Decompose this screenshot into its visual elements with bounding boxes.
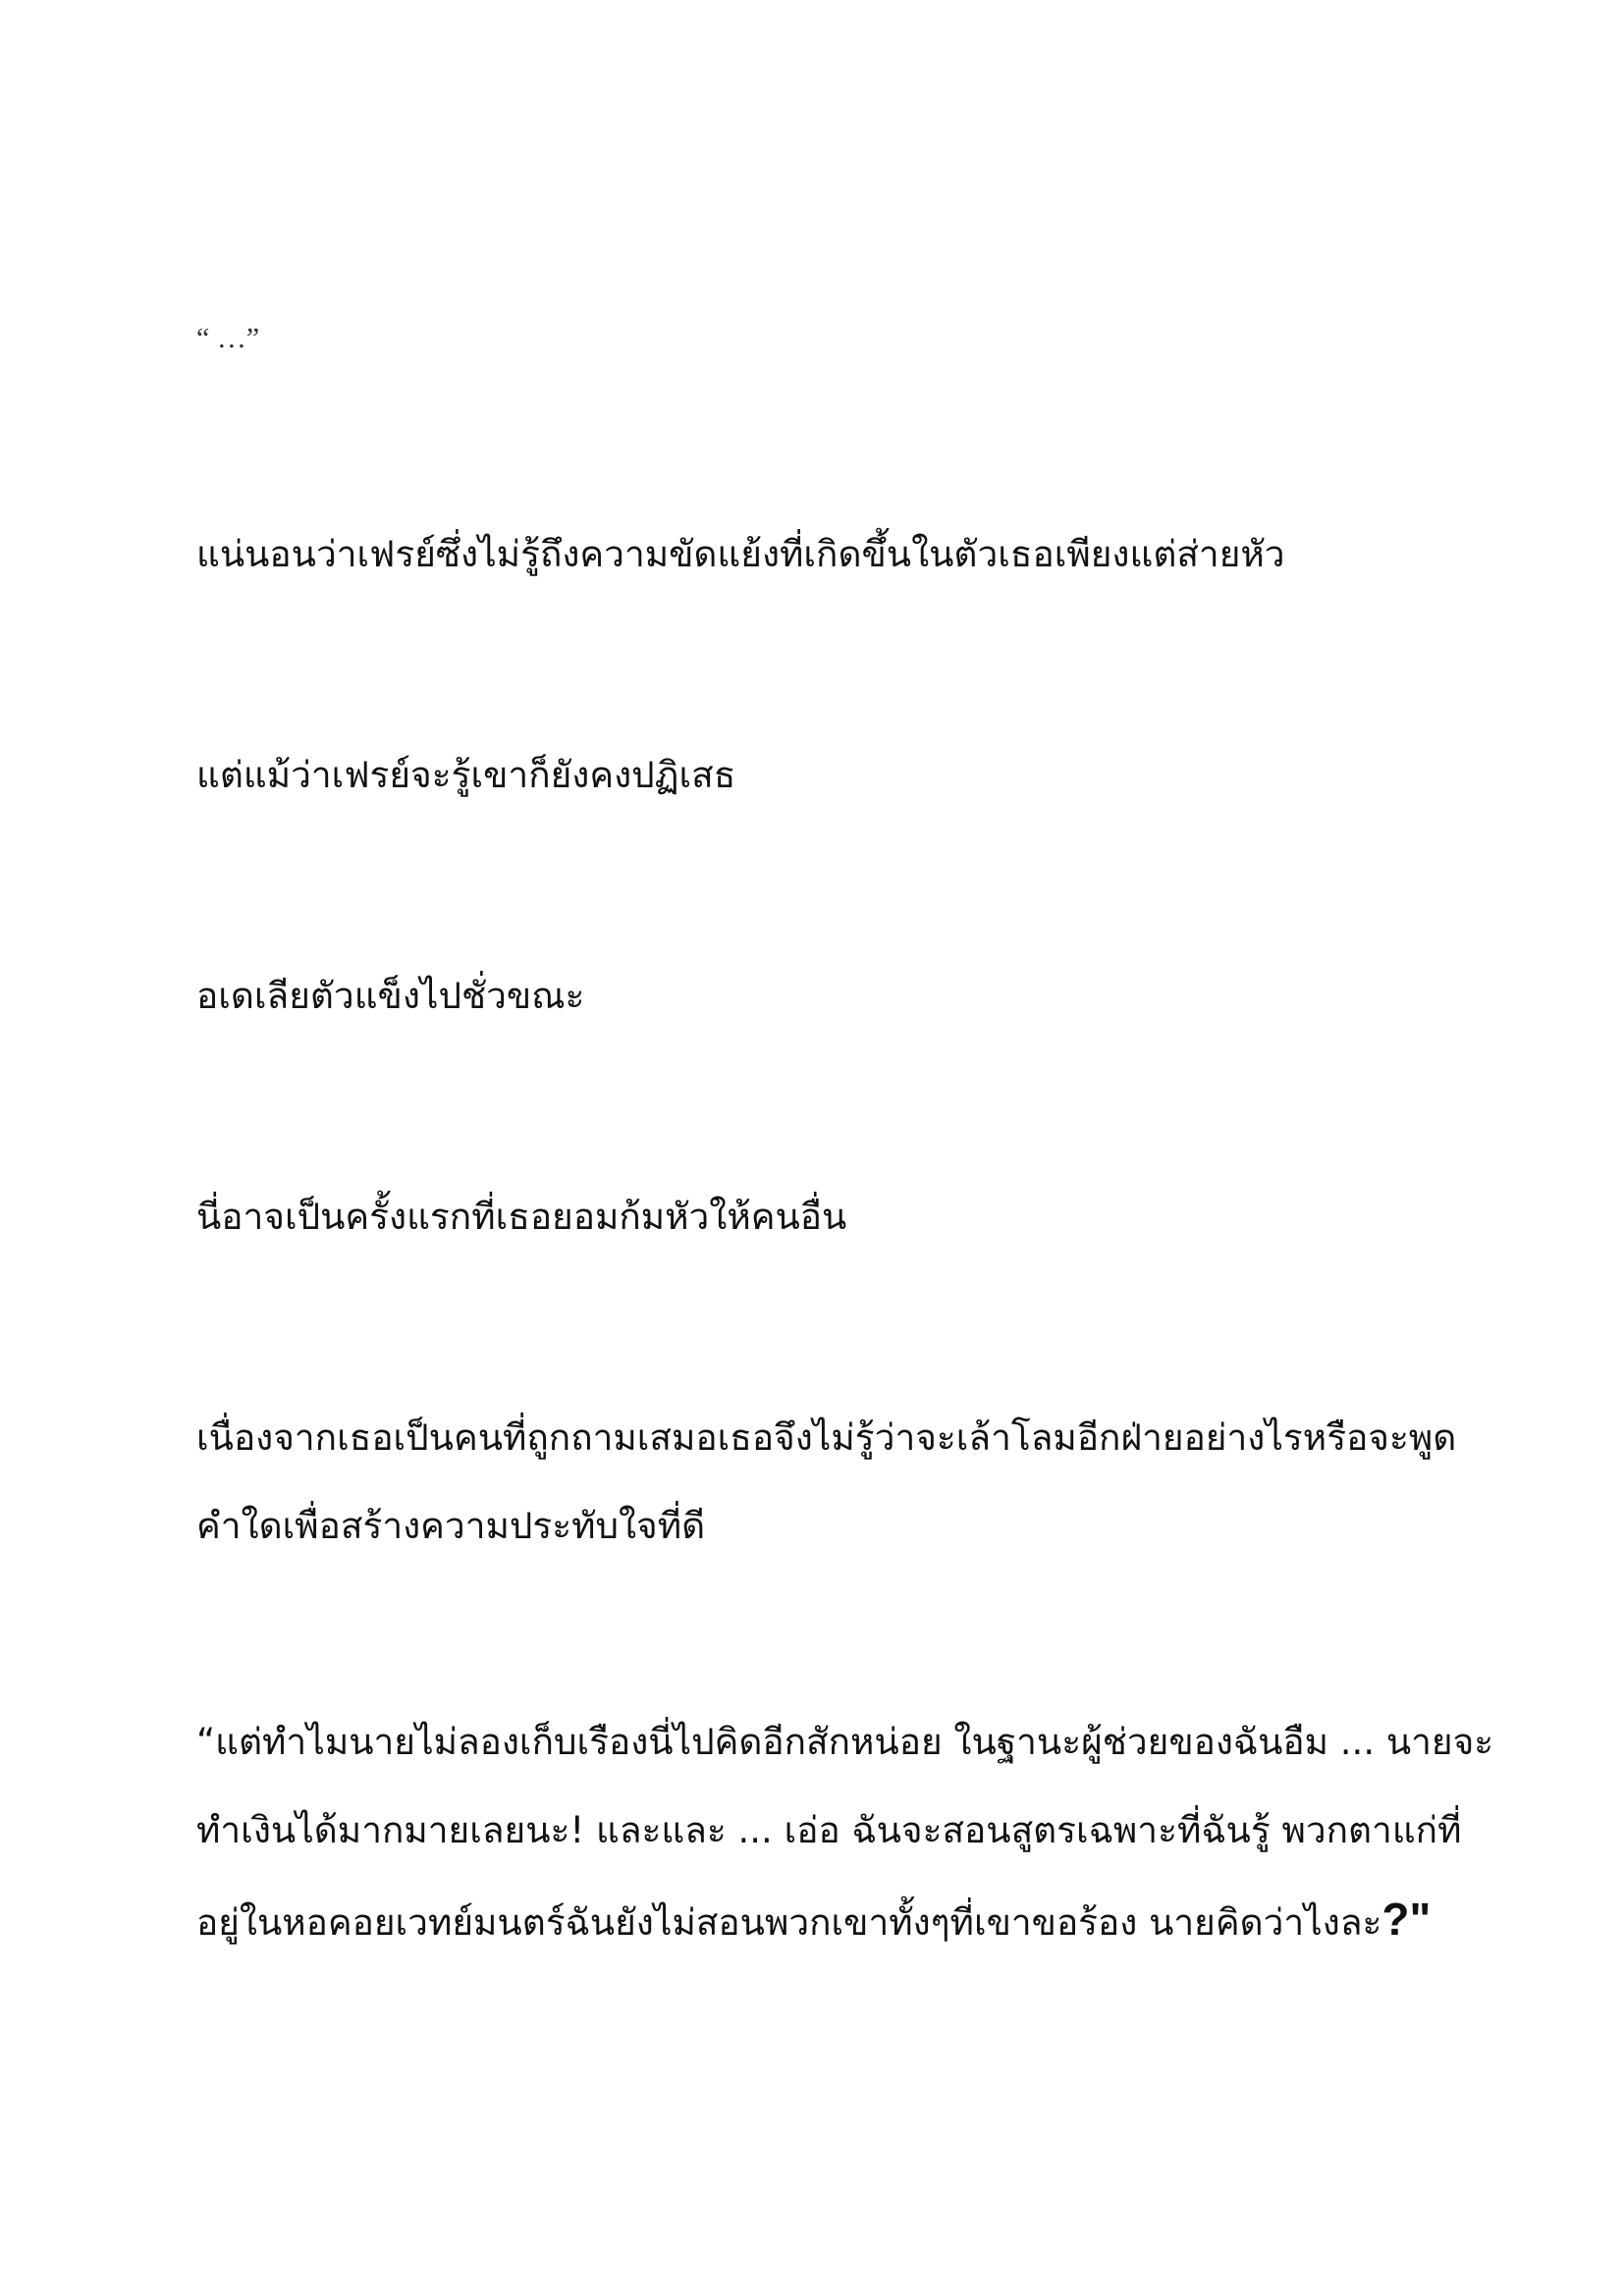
paragraph-dialogue-offer [196, 1698, 1494, 1967]
closing-question-mark: ?" [1381, 1894, 1432, 1945]
paragraph-frey-shakes-head [196, 510, 1453, 599]
paragraph-line-3-text: อยู่ในหอคอยเวทย์มนตร์ฉันยังไม่สอนพวกเขาทั้งๆที่เขาขอร้อง นายคิดว่าไงละ [196, 1901, 1382, 1944]
paragraph-text: แต่แม้ว่าเฟรย์จะรู้เขาก็ยังคงปฏิเสธ [196, 754, 736, 796]
paragraph-text: นี่อาจเป็นครั้งแรกที่เธอยอมก้มหัวให้คนอื่น [196, 1196, 847, 1238]
paragraph-line-2: ทำเงินได้มากมายเลยนะ! และและ ... เอ่อ ฉันจะสอนสูตรเฉพาะที่ฉันรู้ พวกตาแก่ที่ [196, 1809, 1462, 1851]
ellipsis-quote-text: “ …” [196, 322, 260, 354]
paragraph-line-3 [196, 1875, 1453, 1967]
paragraph-line-1: “แต่ทำไมนายไม่ลองเก็บเรืองนี่ไปคิดอีกสักหน่อย ในฐานะผู้ช่วยของฉันอืม ... นายจะ [196, 1721, 1494, 1763]
paragraph-first-time-bowing [196, 1173, 1453, 1261]
paragraph-frey-refuses [196, 731, 1453, 820]
paragraph-always-asked [196, 1394, 1457, 1571]
paragraph-adelia-froze [196, 952, 1453, 1041]
paragraph-text: อเดเลียตัวแข็งไปชั่วขณะ [196, 975, 585, 1017]
paragraph-ellipsis-quote [196, 294, 1453, 383]
paragraph-text: แน่นอนว่าเฟรย์ซึ่งไม่รู้ถึงความขัดแย้งที่เกิดขึ้นในตัวเธอเพียงแต่ส่ายหัว [196, 533, 1285, 575]
paragraph-line-1: เนื่องจากเธอเป็นคนที่ถูกถามเสมอเธอจึงไม่รู้ว่าจะเล้าโลมอีกฝ่ายอย่างไรหรือจะพูด [196, 1416, 1457, 1459]
paragraph-line-2: คำใดเพื่อสร้างความประทับใจที่ดี [196, 1505, 706, 1547]
